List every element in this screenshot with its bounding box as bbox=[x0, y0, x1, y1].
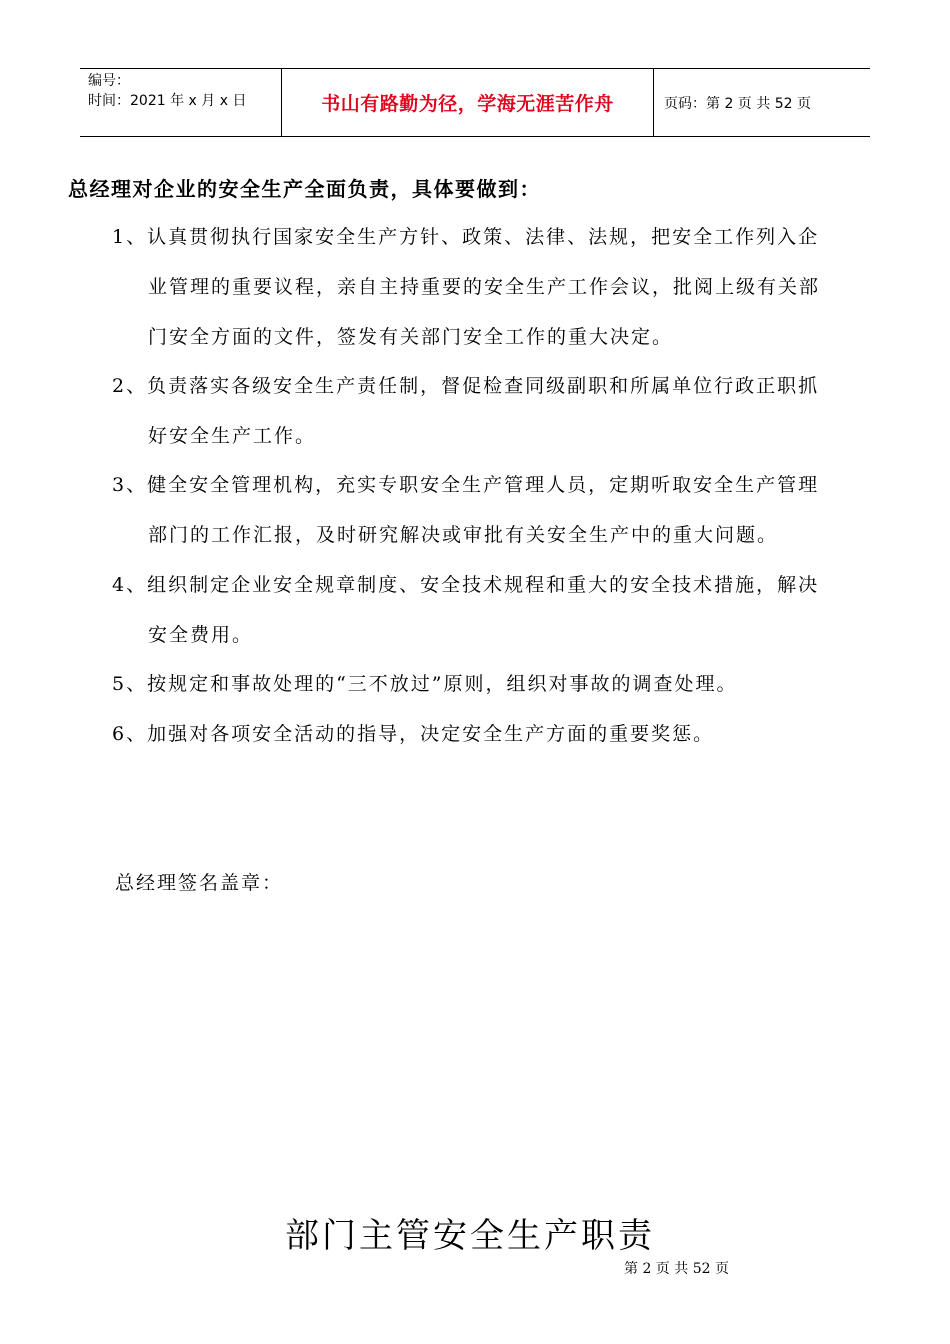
duty-item-line: 门安全方面的文件，签发有关部门安全工作的重大决定。 bbox=[148, 326, 674, 348]
header-page-info: 页码：第 2 页 共 52 页 bbox=[664, 95, 811, 112]
duty-item-5 bbox=[112, 659, 882, 709]
duty-item-6 bbox=[112, 709, 882, 759]
duty-item-line: 好安全生产工作。 bbox=[148, 425, 317, 447]
duty-item-line: 1、认真贯彻执行国家安全生产方针、政策、法律、法规，把安全工作列入企 bbox=[112, 226, 820, 248]
duty-item-4 bbox=[112, 560, 882, 660]
page-footer: 第 2 页 共 52 页 bbox=[624, 1261, 729, 1277]
duty-item-line: 3、健全安全管理机构，充实专职安全生产管理人员，定期听取安全生产管理 bbox=[112, 474, 820, 496]
duty-item-line: 5、按规定和事故处理的“三不放过”原则，组织对事故的调查处理。 bbox=[112, 673, 738, 695]
header-motto: 书山有路勤为径，学海无涯苦作舟 bbox=[321, 93, 614, 115]
duty-item-line: 2、负责落实各级安全生产责任制，督促检查同级副职和所属单位行政正职抓 bbox=[112, 375, 820, 397]
next-section-title: 部门主管安全生产职责 bbox=[285, 1216, 655, 1256]
document-number-label: 编号： bbox=[88, 73, 130, 89]
duty-item-line: 安全费用。 bbox=[148, 624, 254, 646]
signature-label: 总经理签名盖章： bbox=[115, 872, 284, 894]
duty-item-line: 4、组织制定企业安全规章制度、安全技术规程和重大的安全技术措施，解决 bbox=[112, 574, 820, 596]
duty-item-line: 业管理的重要议程，亲自主持重要的安全生产工作会议，批阅上级有关部 bbox=[148, 276, 821, 298]
document-date-label: 时间：2021 年 x 月 x 日 bbox=[88, 93, 247, 109]
duty-item-line: 部门的工作汇报，及时研究解决或审批有关安全生产中的重大问题。 bbox=[148, 524, 779, 546]
section-heading: 总经理对企业的安全生产全面负责，具体要做到： bbox=[68, 177, 541, 201]
duty-item-line: 6、加强对各项安全活动的指导，决定安全生产方面的重要奖惩。 bbox=[112, 723, 715, 745]
header-motto-cell bbox=[282, 69, 654, 136]
header-left-cell bbox=[80, 69, 282, 136]
header-page-cell bbox=[654, 69, 870, 136]
document-header bbox=[80, 68, 870, 137]
duty-item-2 bbox=[112, 361, 882, 461]
duty-item-1 bbox=[112, 212, 882, 362]
duty-item-3 bbox=[112, 460, 882, 560]
